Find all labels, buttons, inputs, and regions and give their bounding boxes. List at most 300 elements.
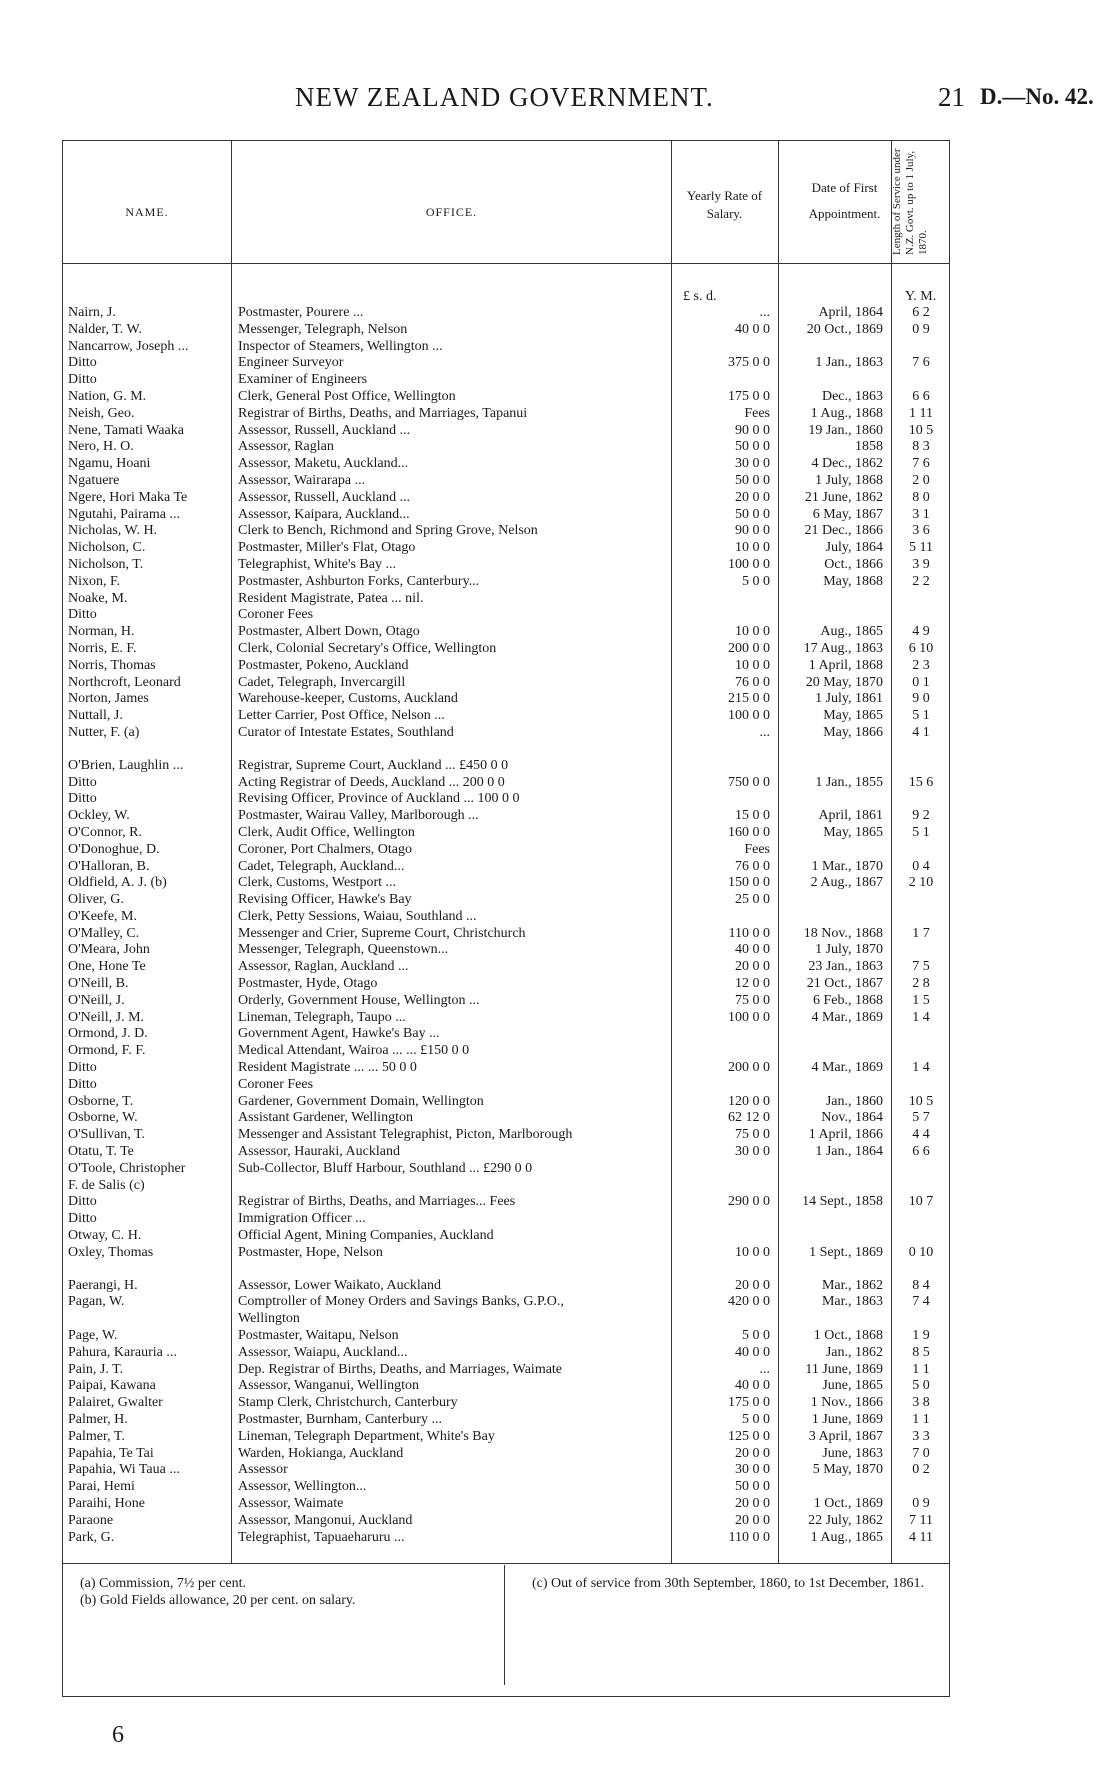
office-cell: Dep. Registrar of Births, Deaths, and Marriages, Waimate (238, 1361, 563, 1377)
table-row (62, 758, 948, 775)
table-row (62, 1228, 948, 1245)
name-cell: O'Malley, C. (68, 925, 140, 941)
salary-cell: 20 0 0 (735, 1495, 770, 1511)
salary-cell: 100 0 0 (728, 708, 770, 724)
name-cell: Palmer, H. (68, 1412, 128, 1427)
date-cell: Aug., 1865 (820, 624, 883, 640)
length-cell: 2 3 (912, 657, 930, 673)
date-cell: April, 1864 (818, 305, 883, 320)
office-cell: Revising Officer, Hawke's Bay (238, 892, 412, 908)
name-cell: Norman, H. (68, 624, 135, 640)
length-cell: 9 2 (912, 808, 930, 824)
name-cell: Nation, G. M. (68, 388, 147, 404)
date-cell: Mar., 1863 (821, 1294, 883, 1310)
office-cell: Registrar of Births, Deaths, and Marriages, Tapanui (238, 405, 528, 421)
table-row (62, 1462, 948, 1479)
length-cell: 8 4 (912, 1277, 930, 1293)
footnotes-left (80, 1575, 480, 1609)
date-cell: May, 1865 (823, 708, 883, 724)
office-cell: Assessor, Waimate (238, 1495, 344, 1511)
salary-cell: 420 0 0 (728, 1294, 770, 1310)
table-row (62, 1161, 948, 1178)
table-row (62, 675, 948, 692)
notes-rule (63, 1563, 949, 1564)
office-cell: Postmaster, Albert Down, Otago (238, 624, 420, 640)
office-cell: Warehouse-keeper, Customs, Auckland (238, 691, 458, 707)
salary-cell: 40 0 0 (735, 321, 770, 337)
length-cell: 7 11 (909, 1512, 933, 1528)
office-cell: Government Agent, Hawke's Bay ... (238, 1026, 440, 1042)
salary-cell: 90 0 0 (735, 523, 770, 539)
name-cell: Nairn, J. (68, 305, 116, 320)
office-cell: Resident Magistrate, Patea ... nil. (238, 590, 424, 606)
date-cell: Nov., 1864 (821, 1110, 883, 1126)
table-row (62, 926, 948, 943)
table-row (62, 406, 948, 423)
date-cell: 4 Dec., 1862 (811, 456, 883, 472)
office-cell: Warden, Hokianga, Auckland (238, 1445, 404, 1461)
table-row (62, 1311, 948, 1328)
name-cell: Ockley, W. (68, 808, 130, 824)
name-cell: Ditto (68, 607, 97, 623)
name-cell: Ormond, J. D. (68, 1026, 148, 1042)
name-cell: Northcroft, Leonard (68, 674, 181, 690)
name-cell: Ditto (68, 1076, 97, 1092)
salary-cell: 75 0 0 (735, 1127, 770, 1143)
name-cell: Papahia, Wi Taua ... (68, 1462, 180, 1478)
length-cell: 10 7 (908, 1194, 934, 1210)
folio-number: 6 (112, 1722, 124, 1748)
length-cell: 0 2 (912, 1462, 930, 1478)
salary-cell: 375 0 0 (728, 355, 770, 371)
name-cell: Nero, H. O. (68, 439, 134, 455)
salary-cell: 110 0 0 (728, 925, 770, 941)
name-cell: Oldfield, A. J. (b) (68, 875, 167, 891)
length-cell: 10 5 (908, 422, 934, 438)
salary-cell: 100 0 0 (728, 556, 770, 572)
table-row (62, 1010, 948, 1027)
office-cell: Messenger, Telegraph, Nelson (238, 321, 408, 337)
date-cell: 18 Nov., 1868 (803, 925, 883, 941)
office-cell: Medical Attendant, Wairoa ... ... £150 0 0 (238, 1043, 470, 1059)
date-cell: 1 Nov., 1866 (810, 1395, 883, 1411)
date-cell: 1 Oct., 1869 (813, 1495, 883, 1511)
table-row (62, 1446, 948, 1463)
table-row (62, 993, 948, 1010)
name-cell: O'Connor, R. (68, 824, 142, 840)
date-cell: 4 Mar., 1869 (811, 1060, 883, 1076)
office-cell: Postmaster, Burnham, Canterbury ... (238, 1412, 442, 1427)
office-cell: Resident Magistrate ... ... 50 0 0 (238, 1060, 417, 1076)
name-cell: Nixon, F. (68, 573, 121, 589)
table-row (62, 959, 948, 976)
salary-cell: 10 0 0 (735, 540, 770, 556)
office-cell: Assistant Gardener, Wellington (238, 1110, 413, 1126)
date-cell: 1 Oct., 1868 (813, 1328, 883, 1344)
name-cell: Nutter, F. (a) (68, 724, 140, 740)
name-cell: Noake, M. (68, 590, 128, 606)
length-units: Y. M. (905, 289, 937, 304)
salary-cell: 50 0 0 (735, 472, 770, 488)
date-cell: 1 July, 1861 (815, 691, 883, 707)
table-row (62, 976, 948, 993)
table-row (62, 389, 948, 406)
date-cell: 1 Jan., 1863 (815, 355, 883, 371)
date-cell: June, 1863 (822, 1445, 883, 1461)
name-cell: Norton, James (68, 691, 149, 707)
salary-cell: 150 0 0 (728, 875, 770, 891)
table-row (62, 1362, 948, 1379)
date-cell: Mar., 1862 (821, 1277, 883, 1293)
salary-cell: 10 0 0 (735, 657, 770, 673)
name-cell: Nicholson, C. (68, 540, 146, 556)
table-row (62, 1077, 948, 1094)
name-cell: Page, W. (68, 1328, 118, 1344)
name-cell: Palairet, Gwalter (68, 1395, 163, 1411)
office-cell: Messenger and Crier, Supreme Court, Christchurch (238, 925, 526, 941)
length-cell: 0 1 (912, 674, 930, 690)
table-row (62, 523, 948, 540)
office-cell: Orderly, Government House, Wellington ... (238, 992, 480, 1008)
name-cell: Ditto (68, 372, 97, 388)
office-cell: Assessor, Raglan, Auckland ... (238, 959, 409, 975)
office-cell: Clerk, General Post Office, Wellington (238, 388, 456, 404)
length-cell: 0 9 (912, 1495, 930, 1511)
name-cell: F. de Salis (c) (68, 1177, 145, 1193)
office-cell: Clerk, Colonial Secretary's Office, Wellington (238, 640, 497, 656)
footnote-b: (b) Gold Fields allowance, 20 per cent. on salary. (80, 1593, 356, 1608)
office-cell: Clerk, Customs, Westport ... (238, 875, 397, 891)
salary-cell: 62 12 0 (728, 1110, 770, 1126)
length-cell: 1 5 (912, 992, 930, 1008)
length-cell: 6 6 (912, 388, 930, 404)
name-cell: O'Neill, J. (68, 992, 125, 1008)
date-cell: 1 Jan., 1864 (815, 1144, 883, 1160)
date-cell: 1 Mar., 1870 (811, 858, 883, 874)
office-cell: Postmaster, Waitapu, Nelson (238, 1328, 399, 1344)
office-cell: Lineman, Telegraph, Taupo ... (238, 1009, 406, 1025)
office-cell: Assessor, Mangonui, Auckland (238, 1512, 413, 1528)
name-cell: Pagan, W. (68, 1294, 125, 1310)
table-row (62, 1094, 948, 1111)
salary-cell: 20 0 0 (735, 1512, 770, 1528)
length-cell: 3 9 (912, 556, 930, 572)
table-row (62, 825, 948, 842)
date-cell: 1 April, 1866 (808, 1127, 883, 1143)
table-row (62, 808, 948, 825)
name-cell: Ngatuere (68, 472, 120, 488)
date-cell: Jan., 1860 (825, 1093, 883, 1109)
name-cell: Papahia, Te Tai (68, 1445, 154, 1461)
salary-cell: 20 0 0 (735, 489, 770, 505)
table-row (62, 305, 948, 322)
length-cell: 7 4 (912, 1294, 930, 1310)
office-cell: Postmaster, Wairau Valley, Marlborough ... (238, 808, 479, 824)
length-cell: 8 5 (912, 1344, 930, 1360)
column-header-name: NAME. (125, 205, 169, 219)
date-cell: July, 1864 (825, 540, 883, 556)
date-cell: Oct., 1866 (824, 556, 883, 572)
table-row (62, 1245, 948, 1262)
name-cell: Pain, J. T. (68, 1361, 124, 1377)
office-cell: Coroner Fees (238, 1076, 314, 1092)
salary-cell: 90 0 0 (735, 422, 770, 438)
salary-cell: 40 0 0 (735, 1378, 770, 1394)
salary-cell: 50 0 0 (735, 1479, 770, 1495)
name-cell: Nalder, T. W. (68, 321, 142, 337)
office-cell: Clerk, Petty Sessions, Waiau, Southland ... (238, 908, 477, 924)
name-cell: Neish, Geo. (68, 405, 135, 421)
date-cell: 6 Feb., 1868 (813, 992, 883, 1008)
salary-cell: 215 0 0 (728, 691, 770, 707)
salary-cell: 25 0 0 (735, 892, 770, 908)
office-cell: Examiner of Engineers (238, 372, 368, 388)
salary-cell: 200 0 0 (728, 1060, 770, 1076)
office-cell: Clerk, Audit Office, Wellington (238, 824, 415, 840)
name-cell: O'Sullivan, T. (68, 1127, 146, 1143)
name-cell: Ditto (68, 1194, 97, 1210)
length-cell: 1 4 (912, 1060, 930, 1076)
name-cell: O'Keefe, M. (68, 908, 137, 924)
salary-cell: 5 0 0 (742, 573, 770, 589)
salary-cell: 100 0 0 (728, 1009, 770, 1025)
salary-cell: 20 0 0 (735, 959, 770, 975)
name-cell: One, Hone Te (68, 959, 146, 975)
date-cell: 3 April, 1867 (808, 1428, 883, 1444)
date-cell: 1 Jan., 1855 (815, 774, 883, 790)
date-cell: May, 1865 (823, 824, 883, 840)
salary-cell: 30 0 0 (735, 1144, 770, 1160)
length-cell: 4 11 (909, 1529, 933, 1545)
table-row (62, 322, 948, 339)
office-cell: Revising Officer, Province of Auckland ... 100 0 0 (238, 791, 520, 807)
table-row (62, 473, 948, 490)
name-cell: Osborne, T. (68, 1093, 134, 1109)
office-cell: Telegraphist, White's Bay ... (238, 556, 396, 572)
table-row (62, 490, 948, 507)
office-cell: Wellington (238, 1311, 300, 1327)
table-row (62, 456, 948, 473)
length-cell: 1 1 (912, 1361, 930, 1377)
header-rule (63, 263, 949, 264)
date-cell: 1858 (855, 439, 883, 455)
name-cell: Ormond, F. F. (68, 1043, 146, 1059)
office-cell: Gardener, Government Domain, Wellington (238, 1093, 484, 1109)
salary-cell: 290 0 0 (728, 1194, 770, 1210)
name-cell: Park, G. (68, 1529, 115, 1545)
table-row (62, 1513, 948, 1530)
length-cell: 1 11 (909, 405, 933, 421)
salary-cell: 10 0 0 (735, 624, 770, 640)
length-cell: 1 7 (912, 925, 930, 941)
office-cell: Assessor, Russell, Auckland ... (238, 422, 411, 438)
table-row (62, 557, 948, 574)
name-cell: Nene, Tamati Waaka (68, 422, 184, 438)
table-row (62, 1345, 948, 1362)
date-cell: 1 Aug., 1868 (810, 405, 883, 421)
table-row (62, 372, 948, 389)
length-cell: 0 9 (912, 321, 930, 337)
date-cell: 1 April, 1868 (808, 657, 883, 673)
name-cell: Norris, E. F. (68, 640, 137, 656)
salary-cell: 40 0 0 (735, 942, 770, 958)
name-cell: Paraone (68, 1512, 114, 1528)
salary-cell: 110 0 0 (728, 1529, 770, 1545)
office-cell: Telegraphist, Tapuaeharuru ... (238, 1529, 405, 1545)
table-row (62, 791, 948, 808)
salary-units: £ s. d. (683, 289, 717, 304)
table-row (62, 1328, 948, 1345)
table-row (62, 1211, 948, 1228)
office-cell: Assessor, Hauraki, Auckland (238, 1144, 400, 1160)
footnote-c: (c) Out of service from 30th September, 1860, to 1st December, 1861. (532, 1576, 924, 1591)
office-cell: Assessor, Russell, Auckland ... (238, 489, 411, 505)
name-cell: O'Neill, B. (68, 976, 129, 992)
length-cell: 5 7 (912, 1110, 930, 1126)
office-cell: Assessor, Raglan (238, 439, 334, 455)
table-row (62, 1043, 948, 1060)
office-cell: Cadet, Telegraph, Auckland... (238, 858, 405, 874)
table-row (62, 1294, 948, 1311)
date-cell: 14 Sept., 1858 (802, 1194, 883, 1210)
name-cell: Norris, Thomas (68, 657, 156, 673)
office-cell: Registrar of Births, Deaths, and Marriages... Fees (238, 1194, 516, 1210)
salary-cell: 20 0 0 (735, 1445, 770, 1461)
office-cell: Assessor, Kaipara, Auckland... (238, 506, 410, 522)
length-cell: 3 8 (912, 1395, 930, 1411)
office-cell: Lineman, Telegraph Department, White's Bay (238, 1428, 495, 1444)
table-row (62, 641, 948, 658)
name-cell: O'Meara, John (68, 942, 150, 958)
date-cell: June, 1865 (822, 1378, 883, 1394)
table-row (62, 859, 948, 876)
length-cell: 5 11 (909, 540, 933, 556)
table-row (62, 1144, 948, 1161)
date-cell: 22 July, 1862 (808, 1512, 883, 1528)
office-cell: Letter Carrier, Post Office, Nelson ... (238, 708, 445, 724)
office-cell: Postmaster, Hyde, Otago (238, 976, 378, 992)
length-cell: 3 3 (912, 1428, 930, 1444)
table-row (62, 708, 948, 725)
length-cell: 5 1 (912, 824, 930, 840)
salary-cell: 200 0 0 (728, 640, 770, 656)
table-row (62, 842, 948, 859)
length-cell: 7 0 (912, 1445, 930, 1461)
office-cell: Acting Registrar of Deeds, Auckland ... 200 0 0 (238, 774, 505, 790)
table-row (62, 1060, 948, 1077)
table-row (62, 1127, 948, 1144)
salary-cell: ... (759, 1361, 770, 1377)
date-cell: 2 Aug., 1867 (810, 875, 883, 891)
salary-cell: Fees (744, 841, 770, 857)
office-cell: Postmaster, Pokeno, Auckland (238, 657, 409, 673)
office-cell: Coroner, Port Chalmers, Otago (238, 841, 413, 857)
column-header-length: Length of Service under N.Z. Govt. up to 1 July, 1870. (891, 148, 929, 255)
office-cell: Registrar, Supreme Court, Auckland ... £450 0 0 (238, 757, 509, 773)
office-cell: Coroner Fees (238, 607, 314, 623)
salary-cell: 750 0 0 (728, 774, 770, 790)
column-header-salary: Yearly Rate of Salary. (686, 188, 763, 221)
office-cell: Sub-Collector, Bluff Harbour, Southland ... £290 0 0 (238, 1160, 533, 1176)
table-row (62, 355, 948, 372)
name-cell: Ditto (68, 1211, 97, 1227)
date-cell: 21 Dec., 1866 (804, 523, 883, 539)
salary-cell: 76 0 0 (735, 674, 770, 690)
name-cell: Nuttall, J. (68, 708, 123, 724)
salary-cell: 125 0 0 (728, 1428, 770, 1444)
salary-cell: ... (759, 305, 770, 320)
table-row (62, 1429, 948, 1446)
name-cell: Otway, C. H. (68, 1228, 142, 1244)
length-cell: 7 6 (912, 456, 930, 472)
length-cell: 9 0 (912, 691, 930, 707)
name-cell: Ditto (68, 1060, 97, 1076)
table-row (62, 1496, 948, 1513)
length-cell: 3 1 (912, 506, 930, 522)
table-row (62, 658, 948, 675)
date-cell: 5 May, 1870 (812, 1462, 883, 1478)
salary-cell: ... (759, 724, 770, 740)
office-cell: Postmaster, Miller's Flat, Otago (238, 540, 416, 556)
name-cell: Osborne, W. (68, 1110, 138, 1126)
table-row (62, 1378, 948, 1395)
office-cell: Postmaster, Ashburton Forks, Canterbury... (238, 573, 480, 589)
office-cell: Clerk to Bench, Richmond and Spring Grove, Nelson (238, 523, 538, 539)
length-cell: 2 10 (908, 875, 934, 891)
table-row (62, 909, 948, 926)
table-row (62, 507, 948, 524)
salary-cell: 76 0 0 (735, 858, 770, 874)
table-row (62, 875, 948, 892)
office-cell: Messenger and Assistant Telegraphist, Picton, Marlborough (238, 1127, 573, 1143)
date-cell: Jan., 1862 (825, 1344, 883, 1360)
name-cell: Paraihi, Hone (68, 1495, 145, 1511)
name-cell: Oxley, Thomas (68, 1244, 154, 1260)
column-header-date: Date of First Appointment. (808, 180, 881, 221)
name-cell: Oliver, G. (68, 892, 124, 908)
office-cell: Assessor, Wellington... (238, 1479, 367, 1495)
name-cell: Parai, Hemi (68, 1479, 135, 1495)
name-cell: O'Donoghue, D. (68, 841, 160, 857)
name-cell: Palmer, T. (68, 1428, 125, 1444)
date-cell: 1 July, 1868 (815, 472, 883, 488)
salary-cell: Fees (744, 405, 770, 421)
name-cell: Ngere, Hori Maka Te (68, 489, 188, 505)
date-cell: May, 1868 (823, 573, 883, 589)
table-row (62, 1110, 948, 1127)
date-cell: 21 Oct., 1867 (806, 976, 883, 992)
salary-cell: 5 0 0 (742, 1412, 770, 1427)
salary-cell: 12 0 0 (735, 976, 770, 992)
length-cell: 0 4 (912, 858, 930, 874)
office-cell: Engineer Surveyor (238, 355, 344, 371)
date-cell: 1 June, 1869 (811, 1412, 883, 1427)
name-cell: Nancarrow, Joseph ... (68, 338, 189, 354)
length-cell: 5 0 (912, 1378, 930, 1394)
date-cell: 19 Jan., 1860 (808, 422, 883, 438)
length-cell: 8 0 (912, 489, 930, 505)
name-cell: Paerangi, H. (68, 1277, 138, 1293)
length-cell: 6 6 (912, 1144, 930, 1160)
length-cell: 1 4 (912, 1009, 930, 1025)
length-cell: 6 10 (908, 640, 934, 656)
date-cell: 23 Jan., 1863 (808, 959, 883, 975)
table-row (62, 1178, 948, 1195)
name-cell: Ngamu, Hoani (68, 456, 151, 472)
office-cell: Official Agent, Mining Companies, Auckland (238, 1228, 494, 1244)
salary-cell: 30 0 0 (735, 1462, 770, 1478)
name-cell: Pahura, Karauria ... (68, 1344, 177, 1360)
